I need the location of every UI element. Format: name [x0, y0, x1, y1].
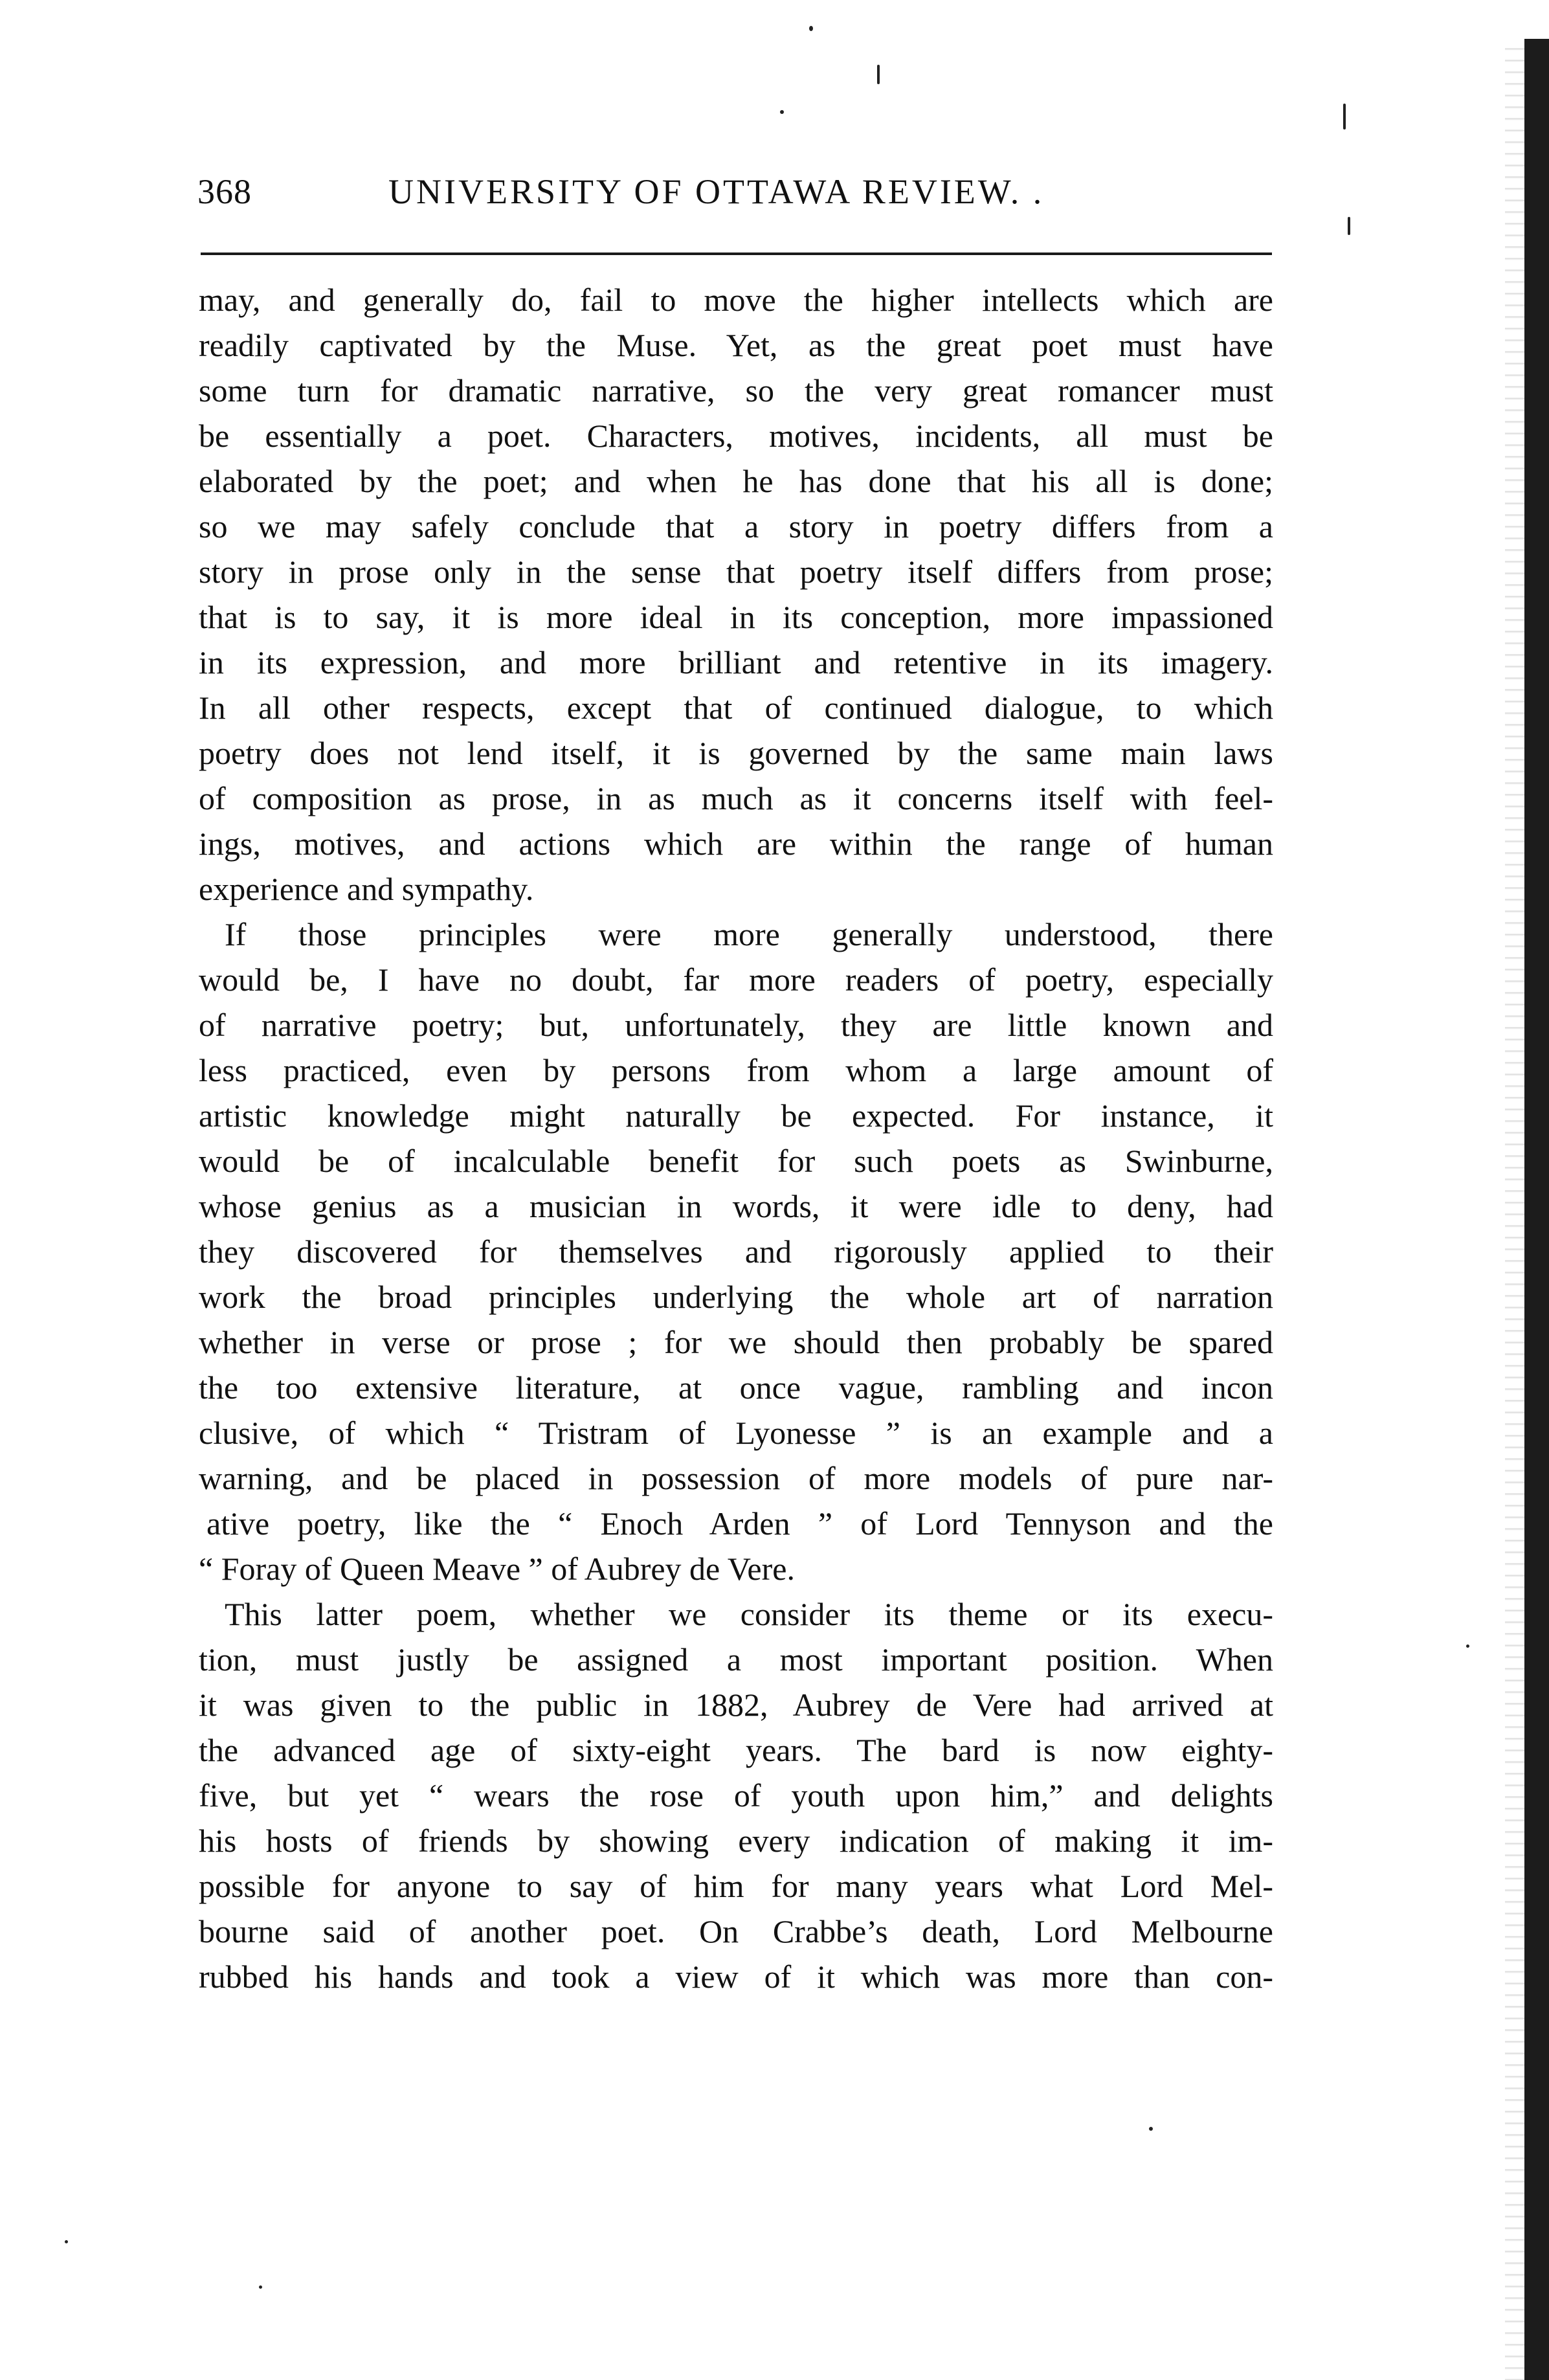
page-number: 368 [197, 172, 252, 211]
scan-speck [1348, 217, 1350, 235]
text-line: clusive, of which “ Tristram of Lyonesse ” is an example and a [199, 1415, 1273, 1451]
text-line: ative poetry, like the “ Enoch Arden ” of Lord Tennyson and the [206, 1505, 1273, 1542]
text-line: poetry does not lend itself, it is governed by the same main laws [199, 735, 1273, 771]
text-line: tion, must justly be assigned a most important position. When [199, 1641, 1273, 1678]
text-line: of narrative poetry; but, unfortunately, they are little known and [199, 1007, 1273, 1043]
body-text [199, 277, 1273, 1999]
text-line: the advanced age of sixty-eight years. The bard is now eighty- [199, 1732, 1273, 1768]
text-line: of composition as prose, in as much as it concerns itself with feel- [199, 780, 1273, 816]
text-line: bourne said of another poet. On Crabbe’s death, Lord Melbourne [199, 1913, 1273, 1949]
text-line: story in prose only in the sense that poetry itself differs from prose; [199, 554, 1273, 590]
scan-speck [259, 2285, 262, 2289]
header-rule [201, 253, 1272, 255]
scan-edge-bar [1524, 39, 1549, 2380]
scan-speck [1343, 104, 1346, 129]
scan-speck [1466, 1645, 1469, 1648]
running-title: UNIVERSITY OF OTTAWA REVIEW. . [388, 172, 1045, 211]
text-line: five, but yet “ wears the rose of youth upon him,” and delights [199, 1777, 1273, 1813]
paragraph-first-line: This latter poem, whether we consider its theme or its execu- [225, 1596, 1273, 1632]
text-line: whose genius as a musician in words, it were idle to deny, had [199, 1188, 1273, 1224]
text-line: warning, and be placed in possession of more models of pure nar- [199, 1460, 1273, 1496]
text-line: ings, motives, and actions which are within the range of human [199, 825, 1273, 862]
text-line: may, and generally do, fail to move the higher intellects which are [199, 282, 1273, 318]
text-line: would be of incalculable benefit for such poets as Swinburne, [199, 1143, 1273, 1179]
text-line: less practiced, even by persons from whom a large amount of [199, 1052, 1273, 1088]
text-line: possible for anyone to say of him for many years what Lord Mel- [199, 1868, 1273, 1904]
text-line: In all other respects, except that of continued dialogue, to which [199, 690, 1273, 726]
text-line: in its expression, and more brilliant and retentive in its imagery. [199, 644, 1273, 680]
text-line: some turn for dramatic narrative, so the very great romancer must [199, 372, 1273, 409]
text-line: rubbed his hands and took a view of it which was more than con- [199, 1959, 1273, 1995]
scan-speck [809, 26, 813, 31]
running-header [197, 172, 1269, 223]
text-line: his hosts of friends by showing every indication of making it im- [199, 1823, 1273, 1859]
text-line: so we may safely conclude that a story in poetry differs from a [199, 508, 1273, 544]
text-line: work the broad principles underlying the whole art of narration [199, 1279, 1273, 1315]
text-line: be essentially a poet. Characters, motives, incidents, all must be [199, 418, 1273, 454]
text-line: artistic knowledge might naturally be expected. For instance, it [199, 1097, 1273, 1134]
text-line: “ Foray of Queen Meave ” of Aubrey de Vere. [199, 1551, 795, 1587]
scan-speck [65, 2240, 68, 2243]
paragraph-first-line: If those principles were more generally understood, there [225, 916, 1273, 952]
text-line: elaborated by the poet; and when he has done that his all is done; [199, 463, 1273, 499]
text-line: that is to say, it is more ideal in its conception, more impassioned [199, 599, 1273, 635]
scan-speck [780, 110, 784, 114]
text-line: would be, I have no doubt, far more readers of poetry, especially [199, 961, 1273, 998]
text-line: experience and sympathy. [199, 871, 534, 907]
scan-speck [1149, 2127, 1153, 2131]
text-line: the too extensive literature, at once vague, rambling and incon [199, 1369, 1273, 1406]
text-line: it was given to the public in 1882, Aubrey de Vere had arrived at [199, 1687, 1273, 1723]
scan-speck [877, 65, 880, 84]
text-line: whether in verse or prose ; for we should then probably be spared [199, 1324, 1273, 1360]
text-line: they discovered for themselves and rigorously applied to their [199, 1233, 1273, 1270]
text-line: readily captivated by the Muse. Yet, as the great poet must have [199, 327, 1273, 363]
